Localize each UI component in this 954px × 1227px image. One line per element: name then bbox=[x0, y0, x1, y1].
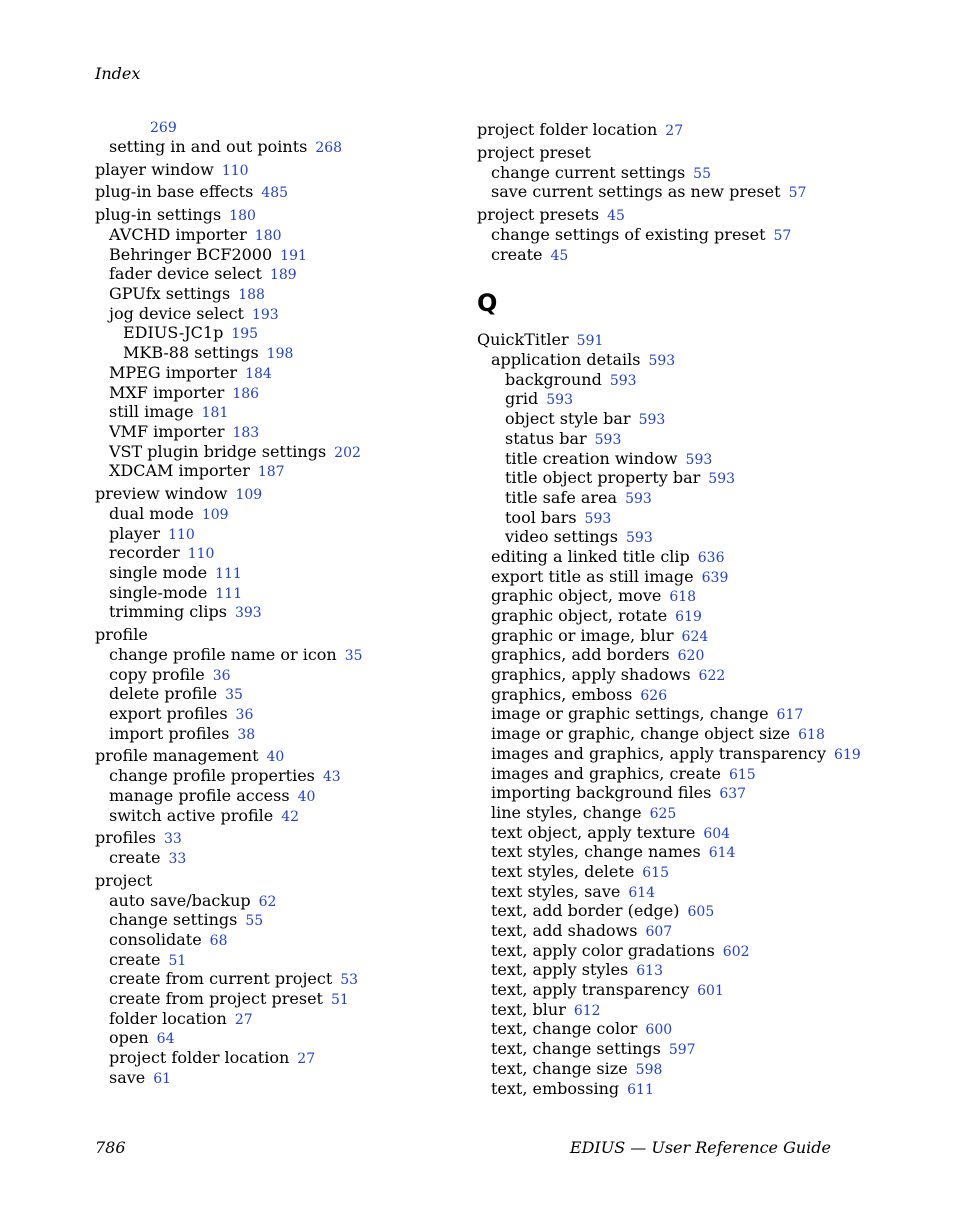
index-subentry bbox=[95, 245, 465, 265]
page-reference-link[interactable]: 186 bbox=[232, 385, 260, 402]
index-subentry bbox=[95, 225, 465, 245]
index-term: project presets bbox=[477, 205, 600, 225]
page-reference-link[interactable]: 602 bbox=[722, 943, 750, 960]
page-reference-link[interactable]: 111 bbox=[215, 585, 243, 602]
index-term: create bbox=[109, 848, 161, 868]
index-subentry bbox=[95, 930, 465, 950]
running-header: Index bbox=[95, 64, 141, 83]
index-subentry bbox=[95, 583, 465, 603]
page-reference-link[interactable]: 35 bbox=[225, 687, 243, 704]
index-term: images and graphics, create bbox=[491, 763, 721, 783]
index-subentry bbox=[477, 921, 917, 941]
index-subentry bbox=[477, 370, 917, 390]
index-term: object style bar bbox=[505, 409, 631, 429]
index-term: single-mode bbox=[109, 582, 208, 602]
index-subentry bbox=[477, 245, 917, 265]
index-subentry bbox=[477, 606, 917, 626]
page-reference-link[interactable]: 109 bbox=[201, 506, 229, 523]
index-term: manage profile access bbox=[109, 785, 290, 805]
index-term: graphics, add borders bbox=[491, 645, 670, 665]
index-term: text, blur bbox=[491, 999, 566, 1019]
page-reference-link[interactable]: 38 bbox=[237, 726, 256, 743]
page-reference-link[interactable]: 64 bbox=[156, 1031, 175, 1048]
index-column-right bbox=[477, 117, 917, 1098]
index-subentry bbox=[95, 461, 465, 481]
index-subentry bbox=[95, 1009, 465, 1029]
index-term: save current settings as new preset bbox=[491, 182, 781, 202]
index-subentry bbox=[95, 504, 465, 524]
page-reference-link[interactable]: 617 bbox=[776, 707, 804, 724]
page-reference-link[interactable]: 393 bbox=[234, 605, 262, 622]
index-term: switch active profile bbox=[109, 805, 274, 825]
index-term: graphics, emboss bbox=[491, 684, 633, 704]
index-subentry bbox=[95, 137, 465, 157]
index-subentry bbox=[477, 685, 917, 705]
index-subentry bbox=[477, 941, 917, 961]
index-subentry bbox=[477, 901, 917, 921]
page-reference-link[interactable]: 624 bbox=[681, 628, 709, 645]
index-term: text, apply transparency bbox=[491, 980, 690, 1000]
page-reference-link[interactable]: 593 bbox=[609, 372, 637, 389]
index-term: profiles bbox=[95, 828, 156, 848]
index-entry bbox=[95, 205, 465, 225]
index-subentry bbox=[477, 182, 917, 202]
page-reference-link[interactable]: 33 bbox=[164, 831, 182, 848]
page-reference-link[interactable]: 618 bbox=[669, 589, 697, 606]
index-subentry bbox=[477, 744, 917, 764]
index-term: EDIUS-JC1p bbox=[123, 323, 224, 343]
page-reference-link[interactable]: 53 bbox=[340, 972, 359, 989]
index-subentry bbox=[477, 586, 917, 606]
index-term: MKB-88 settings bbox=[123, 343, 259, 363]
page-reference-link[interactable]: 183 bbox=[232, 424, 260, 441]
index-term: save bbox=[109, 1067, 146, 1087]
index-subentry bbox=[477, 1019, 917, 1039]
index-term: export profiles bbox=[109, 703, 228, 723]
index-subentry bbox=[477, 567, 917, 587]
index-subentry bbox=[95, 304, 465, 324]
page-reference-link[interactable]: 62 bbox=[258, 893, 277, 910]
index-subentry bbox=[477, 468, 917, 488]
index-subentry bbox=[477, 508, 917, 528]
page-reference-link[interactable]: 40 bbox=[297, 788, 316, 805]
index-term: graphic object, move bbox=[491, 586, 662, 606]
page-reference-link[interactable]: 614 bbox=[708, 845, 736, 862]
page-reference-link[interactable]: 61 bbox=[153, 1070, 172, 1087]
index-term: change settings of existing preset bbox=[491, 225, 766, 244]
index-term: editing a linked title clip bbox=[491, 546, 690, 566]
index-subentry bbox=[477, 163, 917, 183]
index-term: text, change color bbox=[491, 1019, 638, 1039]
index-term: import profiles bbox=[109, 723, 230, 743]
index-term: project folder location bbox=[477, 120, 658, 140]
page-reference-link[interactable]: 593 bbox=[685, 451, 713, 468]
index-subentry bbox=[95, 848, 465, 868]
page-reference-link[interactable]: 36 bbox=[235, 706, 254, 723]
index-term: QuickTitler bbox=[477, 330, 569, 350]
index-subentry bbox=[477, 547, 917, 567]
index-term: graphic object, rotate bbox=[491, 606, 668, 625]
index-term: text, change settings bbox=[491, 1039, 661, 1059]
index-subentry bbox=[477, 665, 917, 685]
index-term: delete profile bbox=[109, 684, 218, 704]
index-term: player window bbox=[95, 159, 214, 179]
index-term: change current settings bbox=[491, 162, 686, 182]
index-term: images and graphics, apply transparency bbox=[491, 743, 827, 763]
page-reference-link[interactable]: 600 bbox=[645, 1022, 673, 1039]
page-reference-link[interactable]: 591 bbox=[576, 333, 604, 350]
page-reference-link[interactable]: 110 bbox=[221, 162, 249, 179]
page-reference-link[interactable]: 604 bbox=[703, 825, 731, 842]
page-reference-link[interactable]: 639 bbox=[701, 569, 729, 586]
index-term: player bbox=[109, 523, 161, 543]
page-reference-link[interactable]: 601 bbox=[697, 983, 724, 1000]
page-reference-link[interactable]: 615 bbox=[642, 864, 670, 881]
index-subentry bbox=[95, 117, 465, 137]
index-term: text, add border (edge) bbox=[491, 901, 680, 921]
index-entry bbox=[95, 871, 465, 891]
page-reference-link[interactable]: 614 bbox=[628, 884, 656, 901]
page-reference-link[interactable]: 110 bbox=[187, 546, 215, 563]
index-subentry bbox=[477, 429, 917, 449]
page-reference-link[interactable]: 195 bbox=[231, 326, 259, 343]
page-reference-link[interactable]: 180 bbox=[254, 228, 282, 244]
index-subentry bbox=[95, 1068, 465, 1088]
index-entry bbox=[477, 330, 917, 350]
index-subentry bbox=[95, 645, 465, 665]
index-subentry bbox=[95, 402, 465, 422]
page-reference-link[interactable]: 625 bbox=[649, 805, 677, 822]
page-reference-link[interactable]: 188 bbox=[238, 287, 265, 304]
page-reference-link[interactable]: 615 bbox=[728, 766, 756, 783]
index-subentry bbox=[477, 960, 917, 980]
index-subentry bbox=[95, 891, 465, 911]
index-subentry bbox=[95, 264, 465, 284]
index-term: graphic or image, blur bbox=[491, 625, 674, 645]
index-term: importing background files bbox=[491, 783, 712, 803]
page-reference-link[interactable]: 618 bbox=[798, 727, 825, 744]
index-entry bbox=[95, 828, 465, 848]
index-term: fader device select bbox=[109, 264, 262, 284]
index-subentry bbox=[95, 969, 465, 989]
page-reference-link[interactable]: 637 bbox=[719, 786, 747, 803]
index-term: text, apply color gradations bbox=[491, 940, 715, 960]
page-reference-link[interactable]: 43 bbox=[322, 769, 341, 786]
index-term: AVCHD importer bbox=[109, 225, 247, 244]
page-reference-link[interactable]: 593 bbox=[594, 431, 622, 448]
index-subentry bbox=[477, 803, 917, 823]
index-subentry bbox=[95, 989, 465, 1009]
index-subentry bbox=[95, 563, 465, 583]
page-reference-link[interactable]: 636 bbox=[697, 549, 725, 566]
index-term: preview window bbox=[95, 484, 228, 504]
index-subentry bbox=[477, 764, 917, 784]
index-term: text, change size bbox=[491, 1058, 628, 1078]
index-term: change settings bbox=[109, 910, 238, 930]
page-reference-link[interactable]: 109 bbox=[235, 487, 263, 504]
index-term: dual mode bbox=[109, 503, 194, 523]
index-subentry bbox=[95, 602, 465, 622]
book-title: EDIUS — User Reference Guide bbox=[569, 1138, 831, 1157]
index-subentry bbox=[477, 1079, 917, 1099]
index-term: plug-in base effects bbox=[95, 182, 254, 202]
index-term: change profile properties bbox=[109, 766, 315, 786]
page-reference-link[interactable]: 626 bbox=[640, 687, 668, 704]
index-term: VST plugin bridge settings bbox=[109, 441, 327, 461]
index-subentry bbox=[95, 704, 465, 724]
index-term: grid bbox=[505, 389, 539, 409]
index-term: folder location bbox=[109, 1008, 227, 1028]
index-subentry bbox=[477, 842, 917, 862]
index-subentry bbox=[95, 950, 465, 970]
index-subentry bbox=[477, 626, 917, 646]
index-subentry bbox=[477, 783, 917, 803]
index-subentry bbox=[477, 823, 917, 843]
index-term: title object property bar bbox=[505, 468, 701, 488]
page-number: 786 bbox=[95, 1138, 126, 1157]
index-subentry bbox=[95, 724, 465, 744]
page-reference-link[interactable]: 55 bbox=[693, 165, 711, 182]
page-reference-link[interactable]: 619 bbox=[675, 609, 702, 625]
page-reference-link[interactable]: 593 bbox=[638, 412, 666, 429]
index-term: consolidate bbox=[109, 930, 202, 949]
page-reference-link[interactable]: 181 bbox=[201, 405, 229, 422]
index-term: graphics, apply shadows bbox=[491, 665, 691, 685]
index-term: text styles, change names bbox=[491, 842, 701, 862]
page-reference-link[interactable]: 268 bbox=[315, 139, 343, 156]
page-reference-link[interactable]: 593 bbox=[648, 353, 676, 370]
index-subentry bbox=[477, 724, 917, 744]
index-subentry bbox=[477, 350, 917, 370]
index-term: MXF importer bbox=[109, 382, 225, 402]
page-reference-link[interactable]: 27 bbox=[234, 1011, 253, 1028]
index-subentry bbox=[95, 363, 465, 383]
index-term: text, embossing bbox=[491, 1078, 620, 1098]
page-reference-link[interactable]: 33 bbox=[168, 851, 187, 868]
index-term: create bbox=[109, 949, 161, 969]
index-term: text styles, save bbox=[491, 881, 621, 901]
index-entry bbox=[95, 160, 465, 180]
index-term: jog device select bbox=[109, 303, 244, 323]
page-reference-link[interactable]: 57 bbox=[773, 228, 792, 244]
page-reference-link[interactable]: 593 bbox=[708, 471, 736, 488]
index-subentry bbox=[477, 645, 917, 665]
index-term: tool bars bbox=[505, 507, 577, 527]
page-reference-link[interactable]: 611 bbox=[627, 1081, 654, 1098]
index-subentry bbox=[95, 1048, 465, 1068]
page-reference-link[interactable]: 613 bbox=[636, 963, 663, 980]
index-entry bbox=[95, 625, 465, 645]
page-reference-link[interactable]: 191 bbox=[280, 247, 307, 264]
index-term: setting in and out points bbox=[109, 136, 308, 156]
index-subentry bbox=[477, 704, 917, 724]
index-term: title safe area bbox=[505, 487, 618, 507]
index-term: copy profile bbox=[109, 664, 205, 684]
index-term: Behringer BCF2000 bbox=[109, 244, 273, 264]
page-reference-link[interactable]: 55 bbox=[245, 913, 264, 930]
page-reference-link[interactable]: 189 bbox=[269, 267, 297, 284]
index-section-letter: Q bbox=[477, 289, 498, 318]
page-reference-link[interactable]: 68 bbox=[209, 933, 228, 949]
page-reference-link[interactable]: 593 bbox=[625, 490, 652, 507]
page-reference-link[interactable]: 35 bbox=[344, 647, 363, 664]
index-term: still image bbox=[109, 402, 194, 422]
index-term: image or graphic settings, change bbox=[491, 704, 769, 724]
page-reference-link[interactable]: 110 bbox=[168, 526, 195, 543]
page-reference-link[interactable]: 202 bbox=[334, 444, 361, 461]
index-subentry bbox=[95, 806, 465, 826]
index-subentry bbox=[477, 527, 917, 547]
index-term: create bbox=[491, 244, 543, 264]
index-term: profile management bbox=[95, 746, 259, 766]
index-term: profile bbox=[95, 625, 148, 645]
index-subentry bbox=[477, 1039, 917, 1059]
index-subentry bbox=[95, 543, 465, 563]
index-term: auto save/backup bbox=[109, 890, 251, 910]
index-subentry bbox=[477, 225, 917, 245]
index-subentry bbox=[477, 1059, 917, 1079]
index-subentry bbox=[95, 383, 465, 403]
index-subentry bbox=[95, 665, 465, 685]
page-reference-link[interactable]: 593 bbox=[626, 530, 653, 547]
page-reference-link[interactable]: 36 bbox=[212, 667, 231, 684]
index-subentry bbox=[477, 389, 917, 409]
index-subentry bbox=[477, 488, 917, 508]
page-reference-link[interactable]: 51 bbox=[330, 992, 349, 1009]
index-term: single mode bbox=[109, 562, 208, 582]
index-subentry bbox=[477, 882, 917, 902]
index-subentry bbox=[95, 284, 465, 304]
index-term: text, add shadows bbox=[491, 921, 638, 940]
index-subentry bbox=[95, 422, 465, 442]
index-term: application details bbox=[491, 350, 641, 370]
page-reference-link[interactable]: 607 bbox=[645, 924, 673, 940]
page-reference-link[interactable]: 27 bbox=[297, 1051, 316, 1068]
page-reference-link[interactable]: 27 bbox=[665, 123, 684, 140]
index-subentry bbox=[477, 449, 917, 469]
page-reference-link[interactable]: 593 bbox=[546, 392, 573, 409]
index-subentry bbox=[477, 980, 917, 1000]
page-reference-link[interactable]: 605 bbox=[687, 904, 715, 921]
index-term: change profile name or icon bbox=[109, 644, 337, 664]
page-reference-link[interactable]: 620 bbox=[677, 648, 705, 665]
index-subentry bbox=[95, 343, 465, 363]
page-reference-link[interactable]: 193 bbox=[251, 306, 279, 323]
page-reference-link[interactable]: 619 bbox=[834, 746, 861, 763]
index-subentry bbox=[95, 442, 465, 462]
page-reference-link[interactable]: 269 bbox=[150, 120, 177, 136]
page-reference-link[interactable]: 57 bbox=[788, 185, 807, 202]
page-reference-link[interactable]: 45 bbox=[607, 208, 625, 225]
page-reference-link[interactable]: 485 bbox=[261, 185, 289, 202]
index-subentry bbox=[477, 409, 917, 429]
page-reference-link[interactable]: 40 bbox=[266, 749, 285, 766]
page-reference-link[interactable]: 111 bbox=[215, 565, 242, 582]
index-term: XDCAM importer bbox=[109, 461, 250, 481]
index-term: line styles, change bbox=[491, 802, 642, 822]
index-entry bbox=[477, 143, 917, 163]
index-column-left bbox=[95, 117, 465, 1088]
page-reference-link[interactable]: 184 bbox=[245, 365, 272, 382]
page-reference-link[interactable]: 45 bbox=[550, 247, 569, 264]
index-term: status bar bbox=[505, 428, 587, 448]
index-term: create from current project bbox=[109, 969, 333, 989]
index-term: text styles, delete bbox=[491, 861, 635, 881]
index-subentry bbox=[95, 524, 465, 544]
index-term: text object, apply texture bbox=[491, 822, 696, 842]
page-reference-link[interactable]: 598 bbox=[635, 1061, 663, 1078]
index-subentry bbox=[95, 910, 465, 930]
page-reference-link[interactable]: 187 bbox=[257, 464, 285, 481]
page-reference-link[interactable]: 612 bbox=[573, 1002, 601, 1019]
index-term: project folder location bbox=[109, 1048, 290, 1068]
index-subentry bbox=[95, 684, 465, 704]
index-subentry bbox=[95, 786, 465, 806]
page-reference-link[interactable]: 51 bbox=[168, 952, 187, 969]
index-subentry bbox=[95, 766, 465, 786]
index-subentry bbox=[95, 1028, 465, 1048]
index-term: open bbox=[109, 1028, 149, 1048]
index-entry bbox=[95, 182, 465, 202]
index-term: project bbox=[95, 870, 153, 890]
index-term: GPUfx settings bbox=[109, 284, 231, 304]
index-entry bbox=[95, 484, 465, 504]
index-term: VMF importer bbox=[109, 421, 225, 441]
page-reference-link[interactable]: 593 bbox=[584, 510, 612, 527]
index-term: video settings bbox=[505, 527, 618, 547]
index-term: plug-in settings bbox=[95, 205, 222, 225]
index-subentry bbox=[95, 323, 465, 343]
index-subentry bbox=[477, 1000, 917, 1020]
index-term: trimming clips bbox=[109, 602, 227, 622]
index-entry bbox=[95, 746, 465, 766]
page-reference-link[interactable]: 198 bbox=[266, 346, 294, 363]
index-term: project preset bbox=[477, 143, 591, 163]
index-term: image or graphic, change object size bbox=[491, 724, 791, 744]
index-term: create from project preset bbox=[109, 989, 323, 1009]
index-term: background bbox=[505, 369, 602, 389]
index-term: MPEG importer bbox=[109, 362, 238, 382]
index-term: export title as still image bbox=[491, 566, 694, 586]
index-term: title creation window bbox=[505, 448, 678, 468]
index-entry bbox=[477, 120, 917, 140]
index-term: recorder bbox=[109, 543, 180, 563]
index-subentry bbox=[477, 862, 917, 882]
page-reference-link[interactable]: 42 bbox=[281, 808, 300, 825]
index-term: text, apply styles bbox=[491, 960, 629, 980]
page-reference-link[interactable]: 622 bbox=[698, 668, 726, 685]
page-reference-link[interactable]: 597 bbox=[668, 1042, 696, 1059]
index-entry bbox=[477, 205, 917, 225]
page-reference-link[interactable]: 180 bbox=[229, 208, 256, 225]
